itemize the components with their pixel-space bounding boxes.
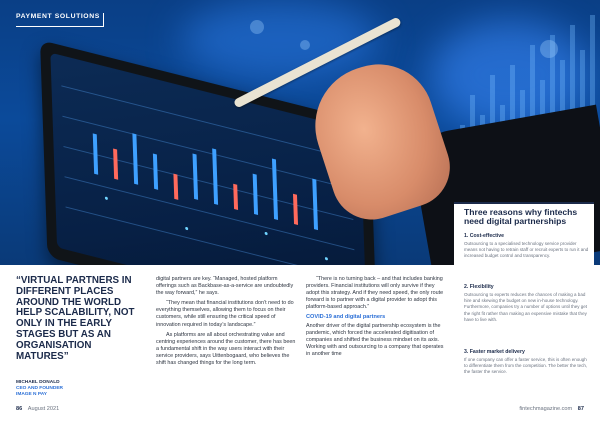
reason-body: Outsourcing to experts reduces the chances of making a bad hire and skewing the budget on new in-house technology. Furthermore, companies try a number of options until they get the right fit rather than making an expensive mistake that they have to live with. xyxy=(464,292,588,322)
site-url: fintechmagazine.com xyxy=(519,406,573,412)
reason-item xyxy=(464,349,590,376)
reason-body: Outsourcing to a specialised technology service provider means not having to retrain staff or recruit experts to run it and increased budget control and transparency. xyxy=(464,241,589,259)
section-label xyxy=(16,13,104,27)
section-label-text: PAYMENT SOLUTIONS xyxy=(16,13,100,20)
reason-title: 1. Cost-effective xyxy=(464,233,505,239)
quote-attribution xyxy=(16,380,144,398)
subheading: COVID-19 and digital partners xyxy=(306,314,386,321)
reason-title: 2. Flexibility xyxy=(464,284,494,290)
tablet-screen xyxy=(50,53,367,265)
issue-date: August 2021 xyxy=(27,406,60,412)
folio-right xyxy=(519,406,584,412)
paragraph: “There is no turning back – and that includes banking providers. Financial institutions will only survive if they adopt this strategy. And if they need speed, the only route forward is to partner with a digital provider to adopt this platform-based approach.” xyxy=(306,276,444,311)
author-company: IMAGE N PAY xyxy=(16,392,47,397)
folio-left xyxy=(16,406,59,412)
sidebar-title: Three reasons why fintechs need digital partnerships xyxy=(464,207,578,227)
paragraph: digital partners are key. “Managed, hosted platform offerings such as Backbase-as-a-service are undoubtedly the way forward,” he says. xyxy=(156,276,294,297)
paragraph: Another driver of the digital partnership ecosystem is the pandemic, which forced the accelerated digitisation of companies and shifted the business mindset on its axis. Working with and outsourcing to a company that operates in another time xyxy=(306,322,444,357)
reason-body: If one company can offer a faster service, this is often enough to differentiate them from the competition. The better the tech, the faster the service. xyxy=(464,357,588,375)
page-number-right: 87 xyxy=(577,406,584,412)
body-column-1 xyxy=(156,276,296,370)
author-name: MICHAEL DONALD xyxy=(16,380,60,385)
author-role: CEO AND FOUNDER xyxy=(16,386,63,391)
body-column-2 xyxy=(306,276,446,361)
reason-title: 3. Faster market delivery xyxy=(464,349,525,355)
paragraph: “They mean that financial institutions don’t need to do everything themselves, allowing them to focus on their customers, while still ensuring the critical speed of innovation required in today’s landscape.” xyxy=(156,300,294,328)
page-number-left: 86 xyxy=(16,406,23,412)
reason-item xyxy=(464,233,590,260)
paragraph: As platforms are all about orchestrating value and centring experiences around the customer, there has been a fundamental shift in the way users interact with their service providers, says Uittenbogaard, who believes the shift has changed things for the long term. xyxy=(156,331,296,367)
sidebar-box xyxy=(454,202,594,398)
pull-quote: “VIRTUAL PARTNERS IN DIFFERENT PLACES AROUND THE WORLD HELP SCALABILITY, NOT ONLY IN THE EARLY STAGES BUT AS AN ORGANISATION MATURES” xyxy=(16,275,135,362)
reason-item xyxy=(464,284,590,323)
